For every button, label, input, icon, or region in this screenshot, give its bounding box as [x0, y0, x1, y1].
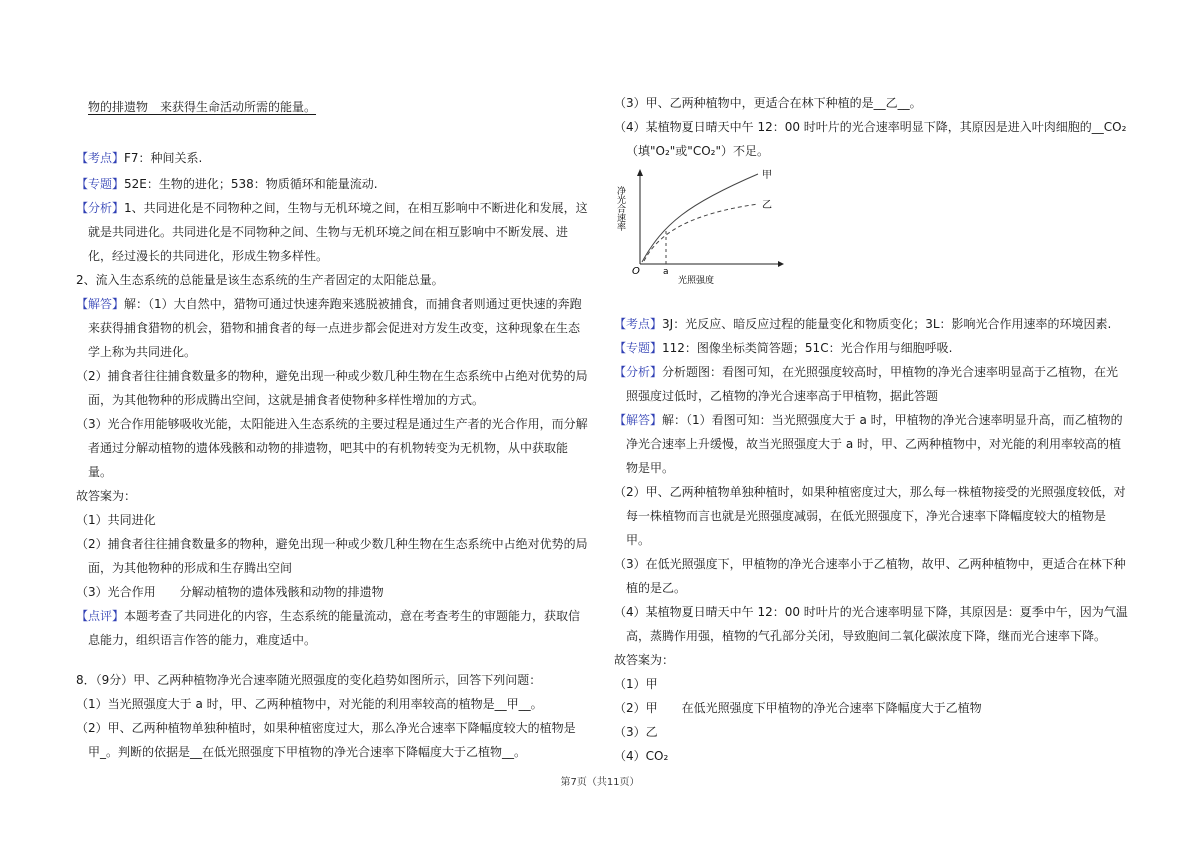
line-text: 照强度过低时，乙植物的净光合速率高于甲植物，据此答题 [626, 389, 939, 403]
line-text: 化，经过漫长的共同进化，形成生物多样性。 [88, 249, 329, 263]
section-tag: 【专题】 [76, 177, 125, 191]
text-line [88, 97, 316, 117]
x-axis-arrow [778, 261, 784, 267]
page-footer: 第7页（共11页） [560, 777, 640, 788]
line-text: 高，蒸腾作用强，植物的气孔部分关闭，导致胞间二氧化碳浓度下降，继而光合速率下降。 [626, 629, 1107, 643]
line-text: 解：（1）看图可知：当光照强度大于 a 时，甲植物的净光合速率明显升高，而乙植物的 [662, 413, 1123, 427]
text-line [76, 486, 136, 506]
text-line [614, 674, 658, 694]
text-line [76, 694, 543, 714]
line-text: 面，为其他物种的形成腾出空间，这就是捕食者使物种多样性增加的方式。 [88, 393, 485, 407]
text-line [614, 482, 1126, 502]
line-text: 物的排遗物 来获得生命活动所需的能量。 [88, 100, 317, 114]
line-text: （填"O₂"或"CO₂"）不足。 [626, 144, 769, 158]
text-line [76, 294, 582, 314]
line-text: 物是甲。 [626, 461, 675, 475]
text-line [614, 314, 1111, 334]
section-tag: 【考点】 [614, 317, 663, 331]
line-text: （2）捕食者往往捕食数量多的物种，避免出现一种或少数几种生物在生态系统中占绝对优势的局 [76, 369, 588, 383]
line-text: 植的是乙。 [626, 581, 687, 595]
line-text: （3）在低光照强度下，甲植物的净光合速率小于乙植物，故甲、乙两种植物中，更适合在林下种 [614, 557, 1126, 571]
text-line [88, 462, 112, 482]
text-line [626, 626, 1106, 646]
text-line [614, 554, 1126, 574]
line-text: （4）某植物夏日晴天中午 12：00 时叶片的光合速率明显下降，其原因是：夏季中午，因为气温 [614, 605, 1128, 619]
series-yi-label: 乙 [762, 200, 772, 211]
text-line [626, 458, 674, 478]
text-line [88, 630, 316, 650]
series-jia-label: 甲 [762, 170, 772, 181]
text-line [626, 434, 1121, 454]
series-yi-curve [644, 204, 758, 261]
line-text: 每一株植物而言也就是光照强度减弱，在低光照强度下，净光合速率下降幅度较大的植物是 [626, 509, 1107, 523]
text-line [88, 742, 526, 762]
text-line [614, 698, 982, 718]
text-line [626, 578, 686, 598]
line-text: （1）当光照强度大于 a 时，甲、乙两种植物中，对光能的利用率较高的植物是__甲__。 [76, 697, 543, 711]
text-line [76, 718, 576, 738]
line-text: F7：种间关系. [124, 151, 203, 165]
section-tag: 【专题】 [614, 341, 663, 355]
y-axis-label: 净光合速率 [615, 186, 625, 231]
text-line [614, 746, 668, 766]
line-text: 甲_。判断的依据是__在低光照强度下甲植物的净光合速率下降幅度大于乙植物__。 [88, 745, 527, 759]
line-text: 112：图像坐标类简答题；51C：光合作用与细胞呼吸. [662, 341, 953, 355]
line-text: 分析题图：看图可知，在光照强度较高时，甲植物的净光合速率明显高于乙植物，在光 [662, 365, 1119, 379]
text-line [76, 148, 202, 168]
series-jia-curve [642, 174, 758, 262]
line-text: （2）捕食者往往捕食数量多的物种，避免出现一种或少数几种生物在生态系统中占绝对优势的局 [76, 537, 588, 551]
line-text: 量。 [88, 465, 113, 479]
text-line [626, 530, 650, 550]
line-text: 息能力，组织语言作答的能力，难度适中。 [88, 633, 317, 647]
text-line [626, 141, 769, 161]
line-text: （3）光合作用 分解动植物的遗体残骸和动物的排遗物 [76, 585, 384, 599]
line-text: 故答案为： [614, 653, 675, 667]
line-text: （3）光合作用能够吸收光能，太阳能进入生态系统的主要过程是通过生产者的光合作用，而分解 [76, 417, 588, 431]
text-line [614, 117, 1126, 137]
text-line [614, 362, 1118, 382]
section-tag: 【解答】 [614, 413, 663, 427]
text-line [88, 222, 568, 242]
text-line [76, 174, 378, 194]
line-text: 面，为其他物种的形成和生存腾出空间 [88, 561, 293, 575]
text-line [76, 670, 541, 690]
text-line [614, 338, 952, 358]
text-line [614, 650, 674, 670]
text-line [88, 318, 580, 338]
line-text: （4）CO₂ [614, 749, 669, 763]
line-text: （2）甲、乙两种植物单独种植时，如果种植密度过大，那么净光合速率下降幅度较大的植物是 [76, 721, 576, 735]
x-axis-label: 光照强度 [678, 276, 715, 286]
line-text: （2）甲 在低光照强度下甲植物的净光合速率下降幅度大于乙植物 [614, 701, 982, 715]
section-tag: 【点评】 [76, 609, 125, 623]
line-text: （1）甲 [614, 677, 658, 691]
line-text: （2）甲、乙两种植物单独种植时，如果种植密度过大，那么每一株植物接受的光照强度较低，对 [614, 485, 1126, 499]
line-text: 解：（1）大自然中，猎物可通过快速奔跑来逃脱被捕食，而捕食者则通过更快速的奔跑 [124, 297, 582, 311]
line-text: （1）共同进化 [76, 513, 156, 527]
line-text: 2、流入生态系统的总能量是该生态系统的生产者固定的太阳能总量。 [76, 273, 444, 287]
line-text: 学上称为共同进化。 [88, 345, 197, 359]
light-photosynthesis-chart [615, 164, 788, 286]
line-text: （3）甲、乙两种植物中，更适合在林下种植的是__乙__。 [614, 96, 922, 110]
text-line [76, 534, 588, 554]
text-line [626, 506, 1106, 526]
a-tick-label: a [663, 267, 669, 277]
line-text: 来获得捕食猎物的机会，猎物和捕食者的每一点进步都会促进对方发生改变，这种现象在生态 [88, 321, 581, 335]
text-line [76, 198, 588, 218]
text-line [614, 602, 1128, 622]
section-tag: 【解答】 [76, 297, 125, 311]
line-text: 净光合速率上升缓慢，故当光照强度大于 a 时，甲、乙两种植物中，对光能的利用率较高的植 [626, 437, 1121, 451]
section-tag: 【考点】 [76, 151, 125, 165]
text-line [76, 270, 444, 290]
line-text: 本题考查了共同进化的内容，生态系统的能量流动，意在考查考生的审题能力，获取信 [124, 609, 581, 623]
line-text: 1、共同进化是不同物种之间，生物与无机环境之间，在相互影响中不断进化和发展，这 [124, 201, 588, 215]
text-line [614, 93, 922, 113]
line-text: （4）某植物夏日晴天中午 12：00 时叶片的光合速率明显下降，其原因是进入叶肉细胞的__CO₂ [614, 120, 1127, 134]
section-tag: 【分析】 [614, 365, 663, 379]
line-text: 8．（9分）甲、乙两种植物净光合速率随光照强度的变化趋势如图所示，回答下列问题： [76, 673, 542, 687]
line-text: 甲。 [626, 533, 651, 547]
text-line [88, 558, 292, 578]
text-line [88, 438, 568, 458]
section-tag: 【分析】 [76, 201, 125, 215]
line-text: （3）乙 [614, 725, 658, 739]
text-line [614, 722, 658, 742]
text-line [88, 342, 196, 362]
text-line [76, 582, 384, 602]
text-line [76, 606, 580, 626]
line-text: 3J：光反应、暗反应过程的能量变化和物质变化；3L：影响光合作用速率的环境因素. [662, 317, 1112, 331]
text-line [614, 410, 1123, 430]
text-line [76, 414, 588, 434]
text-line [626, 386, 938, 406]
text-line [76, 366, 588, 386]
line-text: 52E：生物的进化；538：物质循环和能量流动. [124, 177, 378, 191]
text-line [88, 390, 484, 410]
line-text: 故答案为： [76, 489, 137, 503]
line-text: 就是共同进化。共同进化是不同物种之间、生物与无机环境之间在相互影响中不断发展、进 [88, 225, 569, 239]
text-line [88, 246, 328, 266]
y-axis-arrow [637, 169, 643, 176]
line-text: 者通过分解动植物的遗体残骸和动物的排遗物，吧其中的有机物转变为无机物，从中获取能 [88, 441, 569, 455]
text-line [76, 510, 156, 530]
origin-label: O [632, 266, 640, 277]
